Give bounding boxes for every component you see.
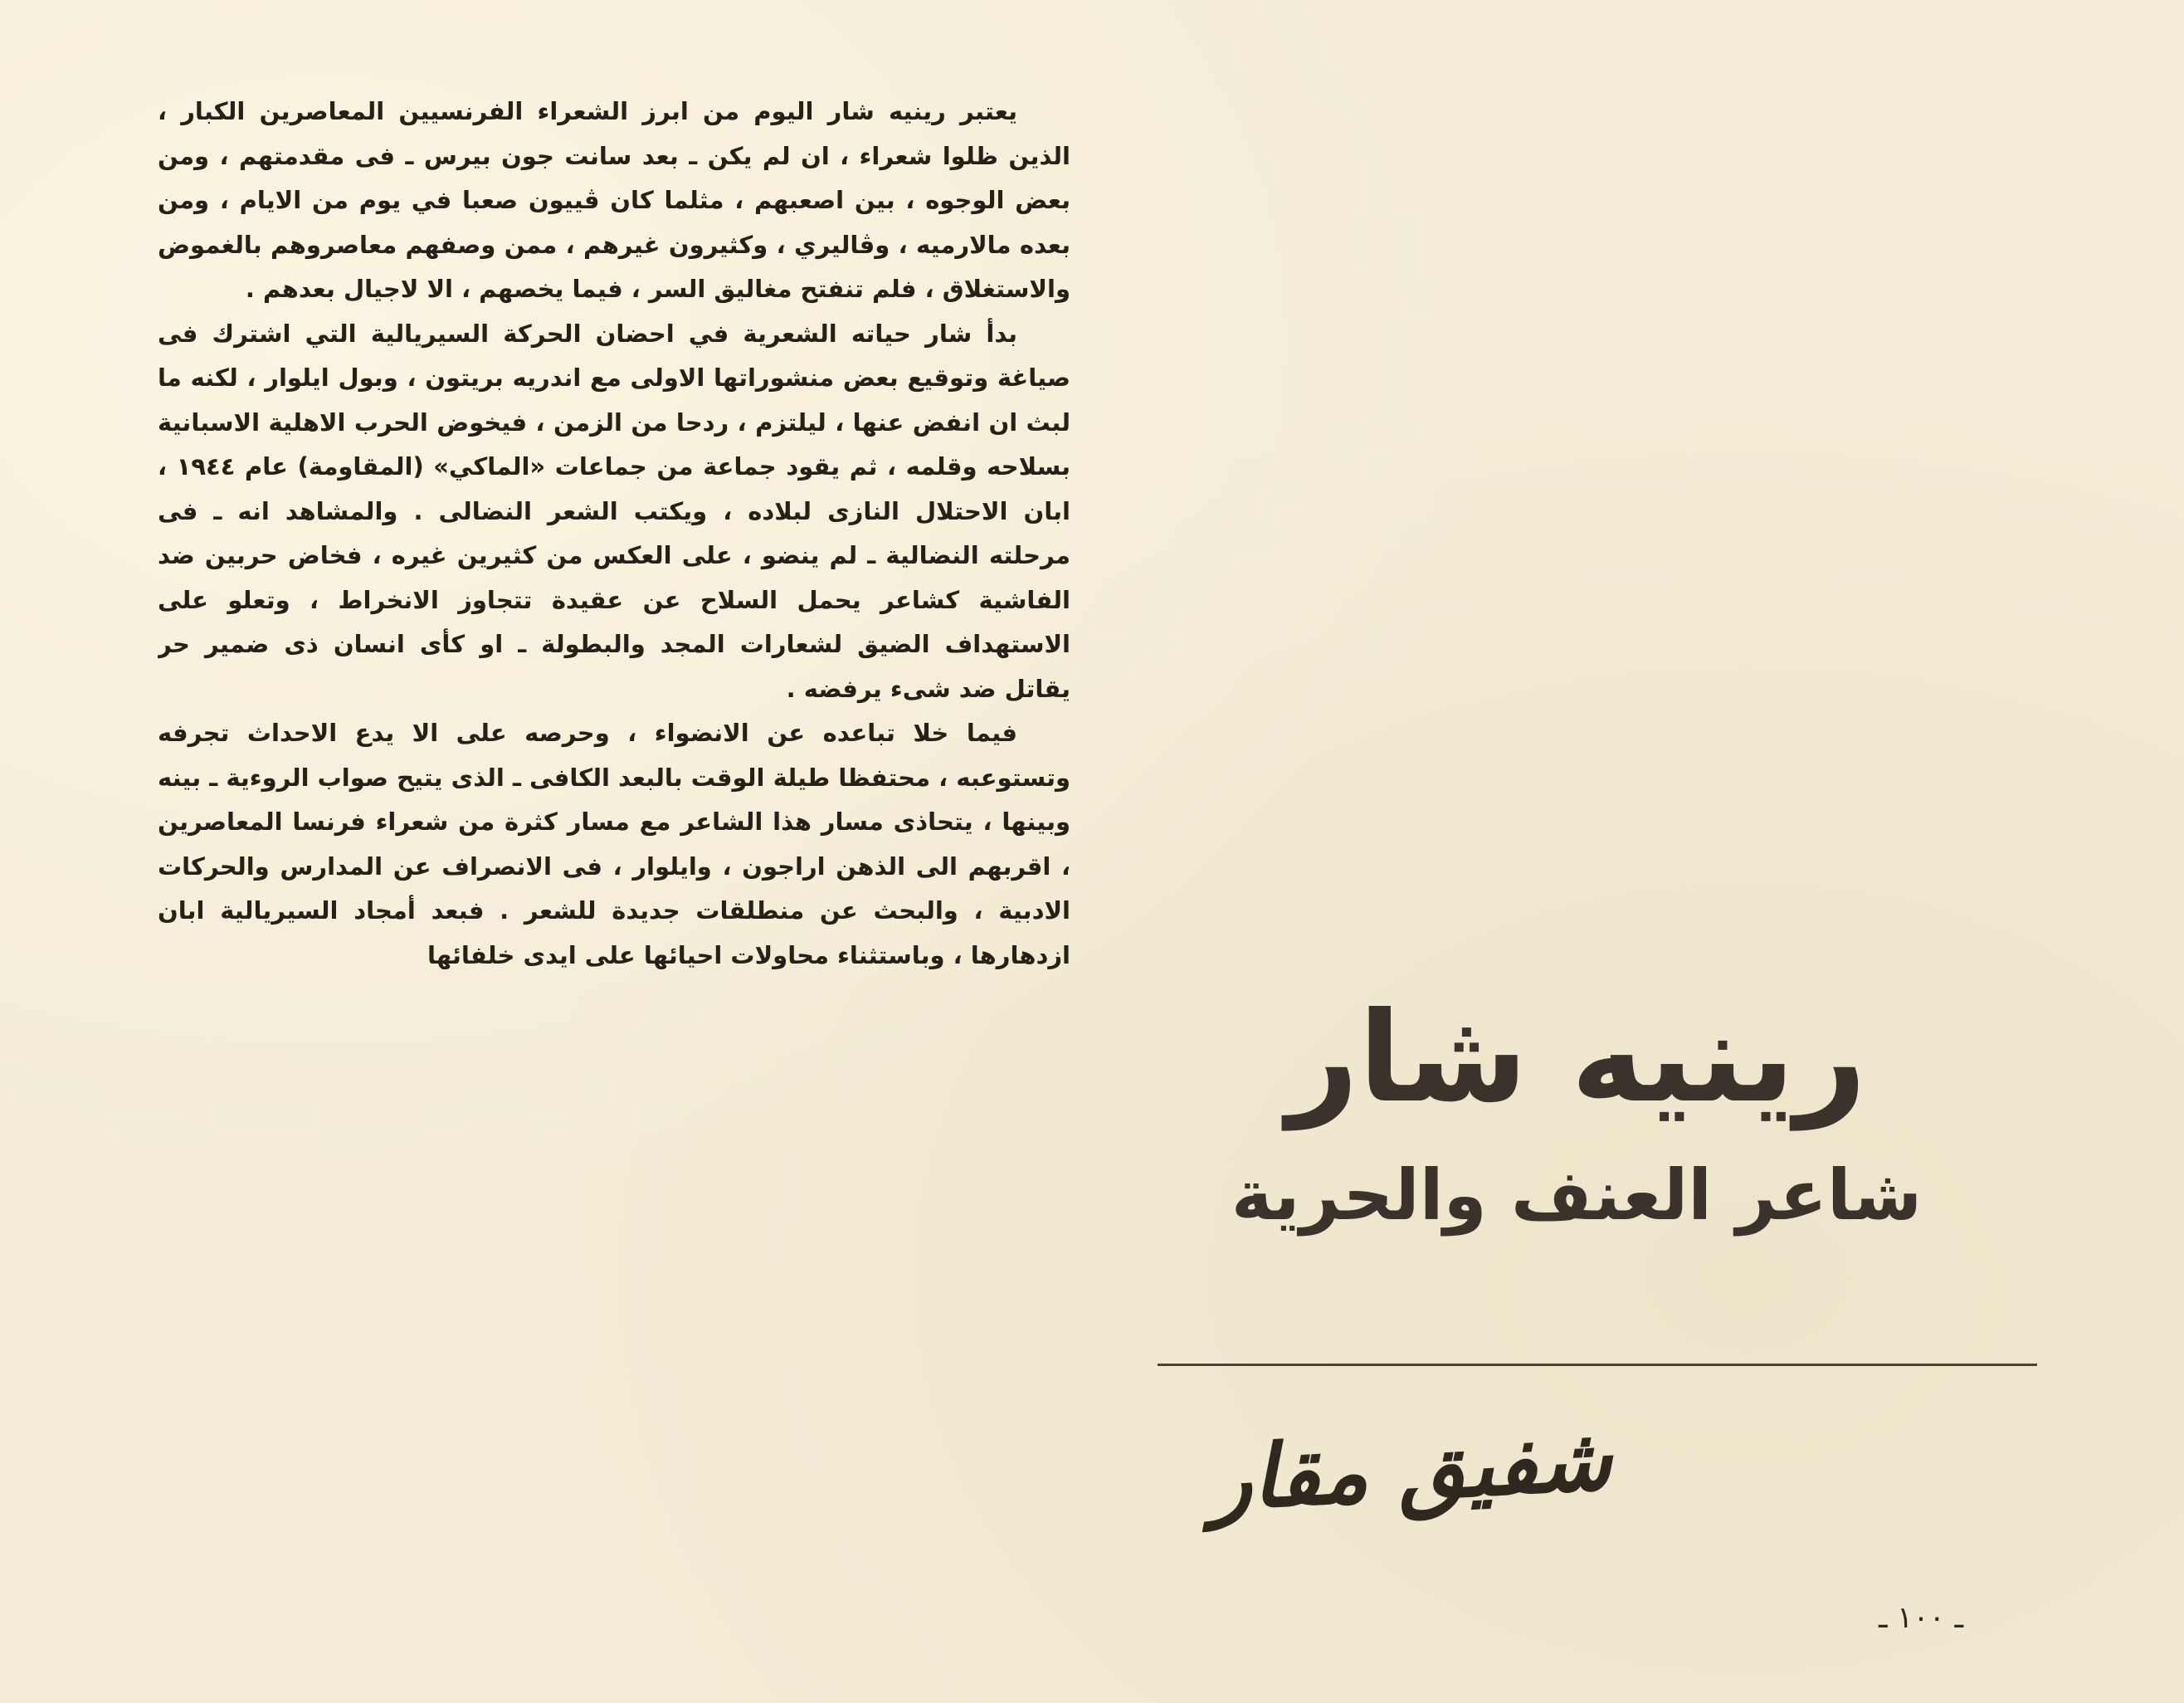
article-title-block <box>1145 988 2008 1245</box>
author-name: شفيق مقار <box>1207 1407 1615 1530</box>
article-subtitle: شاعر العنف والحرية <box>1231 1154 1923 1236</box>
page-number: ـ ١٠٠ ـ <box>1878 1601 1963 1635</box>
title-divider <box>1158 1364 2037 1366</box>
article-body <box>158 90 1070 1550</box>
paragraph-2: بدأ شار حياته الشعرية في احضان الحركة السيريالية التي اشترك فى صياغة وتوقيع بعض منشوراتها الاولى مع اندريه بريتون ، وبول ايلوار ، لكنه ما لبث ان انفض عنها ، ليلتزم ، ردحا من الزمن ، فيخوض الحرب الاهلية الاسبانية بسلاحه وقلمه ، ثم يقود جماعة من جماعات «الماكي» (المقاومة) عام ١٩٤٤ ، ابان الاحتلال النازى لبلاده ، ويكتب الشعر النضالى . والمشاهد انه ـ فى مرحلته النضالية ـ لم ينضو ، على العكس من كثيرين غيره ، فخاض حربين ضد الفاشية كشاعر يحمل السلاح عن عقيدة تتجاوز الانخراط ، وتعلو على الاستهداف الضيق لشعارات المجد والبطولة ـ او كأى انسان ذى ضمير حر يقاتل ضد شىء يرفضه . <box>158 319 1070 703</box>
paragraph-1: يعتبر رينيه شار اليوم من ابرز الشعراء الفرنسيين المعاصرين الكبار ، الذين ظلوا شعراء ، ان لم يكن ـ بعد سانت جون بيرس ـ فى مقدمتهم ، ومن بعض الوجوه ، بين اصعبهم ، مثلما كان ڤييون صعبا في يوم من الايام ، ومن بعده مالارميه ، وڤاليري ، وكثيرون غيرهم ، ممن وصفهم معاصروهم بالغموض والاستغلاق ، فلم تنفتح مغاليق السر ، فيما يخصهم ، الا لاجيال بعدهم . <box>158 97 1070 303</box>
paragraph-3: فيما خلا تباعده عن الانضواء ، وحرصه على الا يدع الاحداث تجرفه وتستوعبه ، محتفظا طيلة الوقت بالبعد الكافى ـ الذى يتيح صواب الروءية ـ بينه وبينها ، يتحاذى مسار هذا الشاعر مع مسار كثرة من شعراء فرنسا المعاصرين ، اقربهم الى الذهن اراجون ، وايلوار ، فى الانصراف عن المدارس والحركات الادبية ، والبحث عن منطلقات جديدة للشعر . فبعد أمجاد السيريالية ابان ازدهارها ، وباستثناء محاولات احيائها على ايدى خلفائها <box>158 719 1070 969</box>
article-title: رينيه شار <box>1286 986 1867 1130</box>
